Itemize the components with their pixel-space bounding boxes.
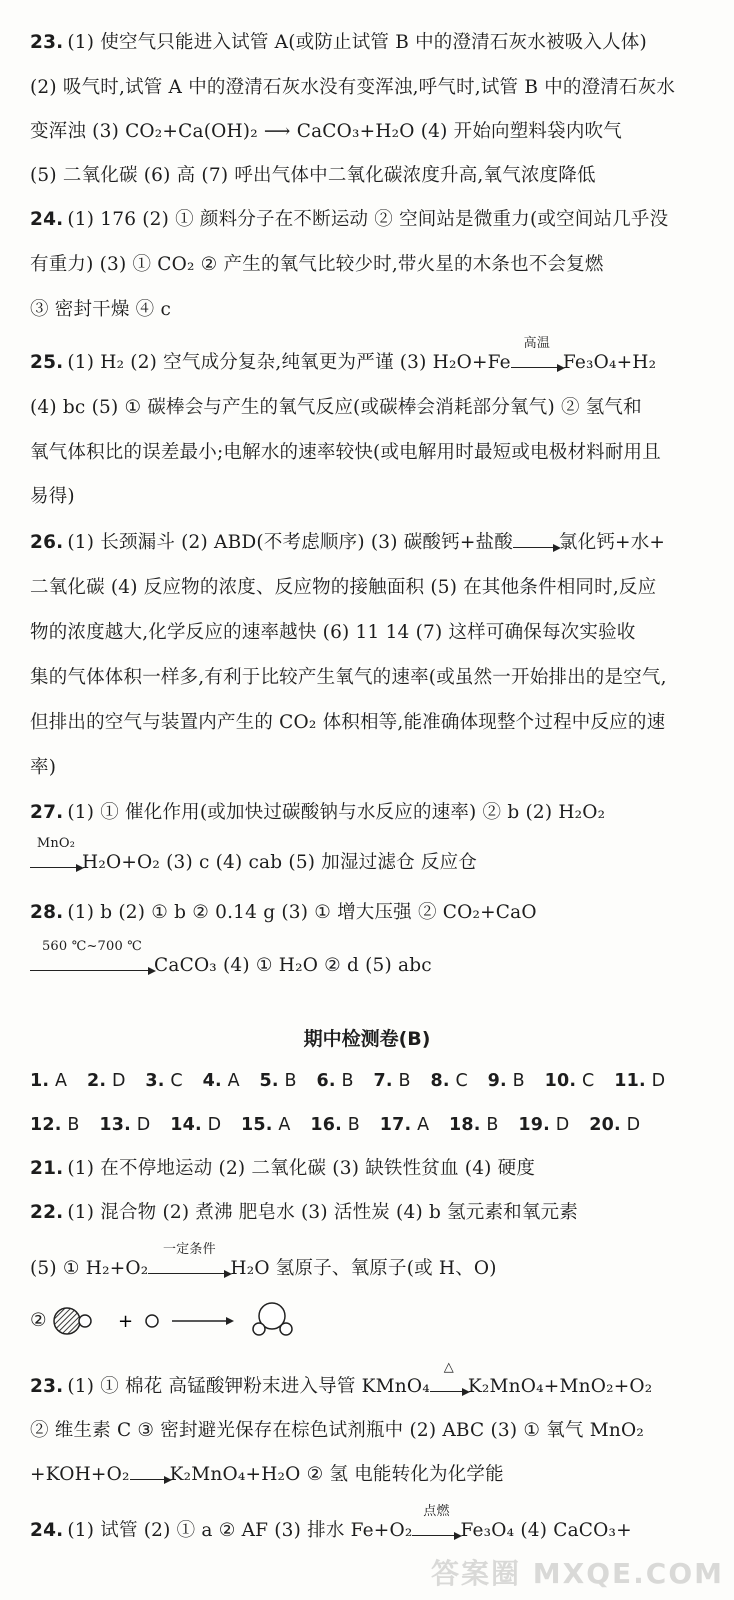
answer-text: H₂O 氢原子、氧原子(或 H、O) xyxy=(230,1258,497,1279)
answer-21-line-1 xyxy=(30,1156,714,1182)
answer-text: CaCO₃ (4) ① H₂O ② d (5) abc xyxy=(154,955,432,976)
answer-25-line-4: 易得) xyxy=(30,486,75,507)
answer-24-line-3: ③ 密封干燥 ④ c xyxy=(30,299,172,320)
answer-text: (1) ① 催化作用(或加快过碳酸钠与水反应的速率) ② b (2) H₂O₂ xyxy=(67,802,606,823)
answer-text: (5) ① H₂+O₂ xyxy=(30,1258,149,1279)
reaction-arrow xyxy=(130,1462,170,1488)
answer-text: Fe₃O₄+H₂ xyxy=(562,352,657,373)
choice-answer: 3. C xyxy=(145,1071,183,1091)
reaction-arrow xyxy=(511,336,563,376)
answer-28-line-2 xyxy=(30,939,714,979)
choice-answer: 5. B xyxy=(259,1071,297,1091)
water-molecule-icon xyxy=(253,1303,292,1335)
reaction-condition: 一定条件 xyxy=(162,1242,216,1257)
reaction-arrow xyxy=(430,1360,468,1400)
oxygen-atom-icon xyxy=(146,1315,158,1327)
answer-26-line-4: 集的气体体积一样多,有利于比较产生氧气的速率(或虽然一开始排出的是空气, xyxy=(30,667,667,688)
reaction-condition: 点燃 xyxy=(423,1504,450,1519)
choice-answer: 12. B xyxy=(30,1115,80,1135)
reaction-arrow xyxy=(412,1504,460,1544)
answer-24b-line-1 xyxy=(30,1504,714,1544)
reaction-arrow xyxy=(30,939,154,979)
choice-answer: 7. B xyxy=(373,1071,411,1091)
choice-answer: 11. D xyxy=(614,1071,666,1091)
hydrogen-molecule-icon xyxy=(54,1308,91,1334)
reaction-condition: △ xyxy=(443,1360,454,1375)
answer-text: (1) 使空气只能进入试管 A(或防止试管 B 中的澄清石灰水被吸入人体) xyxy=(67,32,647,53)
choice-answer: 17. A xyxy=(379,1115,430,1135)
answer-text: (1) 混合物 (2) 煮沸 肥皂水 (3) 活性炭 (4) b 氢元素和氧元素 xyxy=(67,1202,578,1223)
answer-22-line-1 xyxy=(30,1200,714,1226)
reaction-arrow xyxy=(513,530,559,556)
reaction-condition: MnO₂ xyxy=(36,836,76,851)
answer-22-line-2 xyxy=(30,1242,714,1282)
answer-text: (1) b (2) ① b ② 0.14 g (3) ① 增大压强 ② CO₂+CaO xyxy=(67,902,537,923)
answer-23b-line-3 xyxy=(30,1462,714,1488)
answer-23-line-4: (5) 二氧化碳 (6) 高 (7) 呼出气体中二氧化碳浓度升高,氧气浓度降低 xyxy=(30,165,596,186)
answer-text: (1) 在不停地运动 (2) 二氧化碳 (3) 缺铁性贫血 (4) 硬度 xyxy=(67,1158,536,1179)
answer-23-line-2: (2) 吸气时,试管 A 中的澄清石灰水没有变浑浊,呼气时,试管 B 中的澄清石灰水 xyxy=(30,77,676,98)
answer-25-line-2: (4) bc (5) ① 碳棒会与产生的氧气反应(或碳棒会消耗部分氧气) ② 氢气和 xyxy=(30,397,642,418)
answer-25-line-1 xyxy=(30,336,714,376)
choice-answer: 4. A xyxy=(202,1071,240,1091)
answer-26-line-5: 但排出的空气与装置内产生的 CO₂ 体积相等,能准确体现整个过程中反应的速 xyxy=(30,712,666,733)
choice-answer: 6. B xyxy=(316,1071,354,1091)
choice-answer: 1. A xyxy=(30,1071,68,1091)
question-number: 21. xyxy=(30,1158,64,1179)
reaction-arrow xyxy=(148,1242,230,1282)
molecule-diagram xyxy=(50,1300,310,1342)
choice-answer: 2. D xyxy=(86,1071,126,1091)
question-number: 26. xyxy=(30,532,64,553)
answer-text: +KOH+O₂ xyxy=(30,1464,130,1485)
question-number: 24. xyxy=(30,209,64,230)
choice-answer: 16. B xyxy=(310,1115,360,1135)
question-number: 23. xyxy=(30,1376,64,1397)
answer-text: (1) ① 棉花 高锰酸钾粉末进入导管 KMnO₄ xyxy=(67,1376,430,1397)
answer-23-line-1 xyxy=(30,30,714,56)
answer-text: (1) 长颈漏斗 (2) ABD(不考虑顺序) (3) 碳酸钙+盐酸 xyxy=(67,532,513,553)
question-number: 25. xyxy=(30,352,64,373)
answer-23-line-3: 变浑浊 (3) CO₂+Ca(OH)₂ ⟶ CaCO₃+H₂O (4) 开始向塑料袋内吹气 xyxy=(30,121,622,142)
answer-text: K₂MnO₄+MnO₂+O₂ xyxy=(467,1376,653,1397)
reaction-arrow xyxy=(30,836,82,876)
answer-26-line-1 xyxy=(30,530,714,556)
choice-answer: 13. D xyxy=(99,1115,151,1135)
answer-28-line-1 xyxy=(30,900,714,926)
reaction-arrow-icon xyxy=(172,1317,234,1325)
watermark-logo: 答案圈 MXQE.COM xyxy=(431,1557,724,1590)
choice-answer: 14. D xyxy=(170,1115,222,1135)
choice-answer: 15. A xyxy=(241,1115,291,1135)
choice-answer: 19. D xyxy=(518,1115,570,1135)
answer-26-line-2: 二氧化碳 (4) 反应物的浓度、反应物的接触面积 (5) 在其他条件相同时,反应 xyxy=(30,577,657,598)
choice-answers-row-2 xyxy=(30,1112,714,1138)
answer-27-line-1 xyxy=(30,800,714,826)
choice-answer: 8. C xyxy=(430,1071,468,1091)
choice-answer: 20. D xyxy=(589,1115,641,1135)
choice-answers-row-1 xyxy=(30,1068,714,1094)
answer-text: H₂O+O₂ (3) c (4) cab (5) 加湿过滤仓 反应仓 xyxy=(82,852,477,873)
answer-24-line-2: 有重力) (3) ① CO₂ ② 产生的氧气比较少时,带火星的木条也不会复燃 xyxy=(30,254,604,275)
choice-answer: 9. B xyxy=(487,1071,525,1091)
reaction-condition: 高温 xyxy=(523,336,551,351)
answer-text: Fe₃O₄ (4) CaCO₃+ xyxy=(460,1520,632,1541)
choice-answer: 10. C xyxy=(544,1071,595,1091)
answer-25-line-3: 氧气体积比的误差最小;电解水的速率较快(或电解用时最短或电极材料耐用且 xyxy=(30,442,661,463)
question-number: 23. xyxy=(30,32,64,53)
answer-text: K₂MnO₄+H₂O ② 氢 电能转化为化学能 xyxy=(169,1464,504,1485)
choice-answer: 18. B xyxy=(449,1115,499,1135)
answer-text: (1) 试管 (2) ① a ② AF (3) 排水 Fe+O₂ xyxy=(67,1520,413,1541)
answer-27-line-2 xyxy=(30,836,714,876)
answer-text: (1) H₂ (2) 空气成分复杂,纯氧更为严谨 (3) H₂O+Fe xyxy=(67,352,511,373)
section-title: 期中检测卷(B) xyxy=(303,1028,431,1050)
answer-text: (1) 176 (2) ① 颜料分子在不断运动 ② 空间站是微重力(或空间站几乎没 xyxy=(67,209,669,230)
question-number: 24. xyxy=(30,1520,64,1541)
question-number: 28. xyxy=(30,902,64,923)
answer-text: ② xyxy=(30,1310,47,1331)
plus-sign: + xyxy=(118,1311,134,1332)
question-number: 22. xyxy=(30,1202,64,1223)
question-number: 27. xyxy=(30,802,64,823)
answer-23b-line-2: ② 维生素 C ③ 密封避光保存在棕色试剂瓶中 (2) ABC (3) ① 氧气 MnO₂ xyxy=(30,1420,644,1441)
answer-24-line-1 xyxy=(30,207,714,233)
answer-text: 氯化钙+水+ xyxy=(558,532,666,553)
answer-23b-line-1 xyxy=(30,1360,714,1400)
reaction-condition: 560 ℃~700 ℃ xyxy=(41,939,143,954)
answer-26-line-6: 率) xyxy=(30,757,57,778)
answer-26-line-3: 物的浓度越大,化学反应的速率越快 (6) 11 14 (7) 这样可确保每次实验收 xyxy=(30,622,636,643)
